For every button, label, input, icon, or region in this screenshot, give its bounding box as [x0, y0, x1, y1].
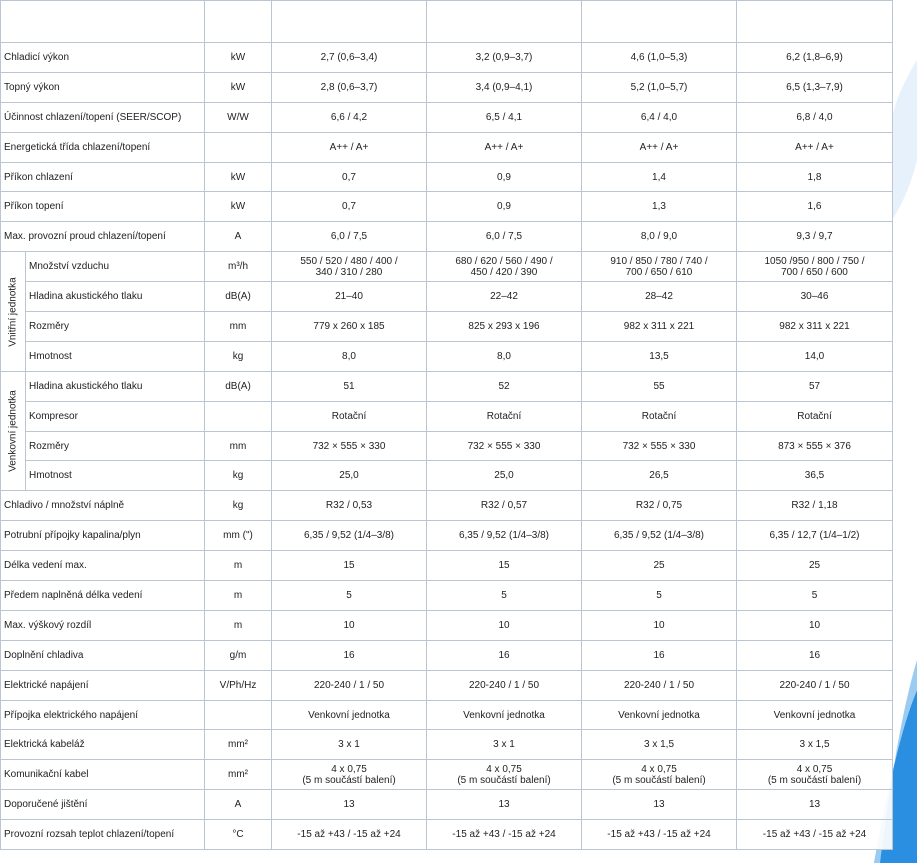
row-value: A++ / A+	[427, 132, 582, 162]
row-label: Potrubní přípojky kapalina/plyn	[1, 521, 205, 551]
row-value: 1,8	[737, 162, 893, 192]
row-unit: m	[205, 551, 272, 581]
row-value: 25,0	[427, 461, 582, 491]
row-value: 220-240 / 1 / 50	[582, 670, 737, 700]
row-value: 6,35 / 9,52 (1/4–3/8)	[582, 521, 737, 551]
row-value: 22–42	[427, 282, 582, 312]
row-unit: mm	[205, 312, 272, 342]
row-value: 5,2 (1,0–5,7)	[582, 72, 737, 102]
spec-row	[1, 491, 893, 521]
row-unit: kg	[205, 461, 272, 491]
row-unit: kW	[205, 72, 272, 102]
model-outdoor-3: GWH18AGD-K6DNA1D/O	[599, 21, 719, 33]
spec-row	[1, 610, 893, 640]
row-value: 55	[582, 371, 737, 401]
header-corner	[1, 1, 205, 43]
spec-row	[1, 312, 893, 342]
row-value-line: (5 m součástí balení)	[457, 774, 551, 786]
row-value: 25	[737, 551, 893, 581]
row-unit: kg	[205, 341, 272, 371]
row-value-line: 4 x 0,75	[331, 763, 367, 775]
header-unit-corner	[205, 1, 272, 43]
row-value: 10	[582, 610, 737, 640]
spec-row	[1, 521, 893, 551]
spec-row	[1, 102, 893, 132]
row-value: 2,7 (0,6–3,4)	[272, 43, 427, 73]
row-unit	[205, 401, 272, 431]
row-value: 6,6 / 4,2	[272, 102, 427, 132]
row-value-line: (5 m součástí balení)	[767, 774, 862, 786]
row-value: Rotační	[427, 401, 582, 431]
row-value: 21–40	[272, 282, 427, 312]
row-value: A++ / A+	[272, 132, 427, 162]
spec-row	[1, 640, 893, 670]
model-indoor-2: GWH12AGCXB-K6DNA1A/I	[440, 10, 568, 22]
row-value: 779 x 260 x 185	[272, 312, 427, 342]
row-value: 10	[427, 610, 582, 640]
row-label: Příkon chlazení	[1, 162, 205, 192]
model-indoor-4: GWH24AGD-K6DNA1C/I	[757, 10, 872, 22]
spec-row	[1, 371, 893, 401]
row-value: -15 až +43 / -15 až +24	[582, 820, 737, 850]
row-label: Předem naplněná délka vedení	[1, 581, 205, 611]
row-unit: mm²	[205, 730, 272, 760]
spec-table-body	[1, 43, 893, 850]
row-value: 6,4 / 4,0	[582, 102, 737, 132]
row-unit: dB(A)	[205, 282, 272, 312]
row-value: 6,35 / 9,52 (1/4–3/8)	[272, 521, 427, 551]
model-indoor-1: GWH09AGBXB-K6DNA1A/I	[285, 10, 413, 22]
row-value: R32 / 1,18	[737, 491, 893, 521]
spec-row	[1, 132, 893, 162]
spec-row	[1, 461, 893, 491]
spec-row	[1, 401, 893, 431]
row-unit: kW	[205, 162, 272, 192]
spec-row	[1, 551, 893, 581]
row-value	[737, 760, 893, 790]
row-value: 6,35 / 9,52 (1/4–3/8)	[427, 521, 582, 551]
row-unit: dB(A)	[205, 371, 272, 401]
row-value: 982 x 311 x 221	[737, 312, 893, 342]
row-value: -15 až +43 / -15 až +24	[427, 820, 582, 850]
model-indoor-3: GWH18AGD-K6DNA1D/I	[602, 10, 716, 22]
row-value: 15	[427, 551, 582, 581]
row-value: 13	[272, 790, 427, 820]
row-value-line: 550 / 520 / 480 / 400 /	[300, 255, 398, 267]
row-value: 52	[427, 371, 582, 401]
spec-row	[1, 700, 893, 730]
spec-row	[1, 192, 893, 222]
row-value: 0,9	[427, 192, 582, 222]
row-value: 36,5	[737, 461, 893, 491]
row-value: 1,4	[582, 162, 737, 192]
row-label: Příkon topení	[1, 192, 205, 222]
spec-row	[1, 431, 893, 461]
row-value: 13	[427, 790, 582, 820]
row-value: 5	[737, 581, 893, 611]
row-label: Délka vedení max.	[1, 551, 205, 581]
header-row	[1, 1, 893, 43]
row-value: Venkovní jednotka	[737, 700, 893, 730]
row-value: 16	[737, 640, 893, 670]
row-value: 220-240 / 1 / 50	[272, 670, 427, 700]
row-value: 26,5	[582, 461, 737, 491]
row-unit: mm	[205, 431, 272, 461]
row-value: 5	[272, 581, 427, 611]
row-value: Rotační	[582, 401, 737, 431]
spec-row	[1, 730, 893, 760]
row-value: 8,0 / 9,0	[582, 222, 737, 252]
row-label: Rozměry	[26, 312, 205, 342]
row-value: 13	[737, 790, 893, 820]
model-outdoor-4: GWH24AGD-K6DNA1C/O	[755, 21, 874, 33]
row-value: 10	[272, 610, 427, 640]
row-label: Chladicí výkon	[1, 43, 205, 73]
row-unit: m	[205, 581, 272, 611]
row-unit: A	[205, 790, 272, 820]
row-value: 4,6 (1,0–5,3)	[582, 43, 737, 73]
row-value: 25,0	[272, 461, 427, 491]
row-label: Elektrické napájení	[1, 670, 205, 700]
row-label: Chladivo / množství náplně	[1, 491, 205, 521]
spec-row	[1, 43, 893, 73]
row-label: Topný výkon	[1, 72, 205, 102]
row-value: 3 x 1	[272, 730, 427, 760]
row-label: Elektrická kabeláž	[1, 730, 205, 760]
row-value: 3 x 1,5	[737, 730, 893, 760]
row-value: R32 / 0,75	[582, 491, 737, 521]
row-label: Komunikační kabel	[1, 760, 205, 790]
row-value	[427, 252, 582, 282]
row-value: 0,7	[272, 162, 427, 192]
row-value: 220-240 / 1 / 50	[737, 670, 893, 700]
row-value: 25	[582, 551, 737, 581]
row-label: Kompresor	[26, 401, 205, 431]
row-value: 6,0 / 7,5	[272, 222, 427, 252]
model-header-4	[737, 1, 893, 43]
row-value: Venkovní jednotka	[582, 700, 737, 730]
row-value	[427, 760, 582, 790]
row-value: 16	[427, 640, 582, 670]
row-value: 6,8 / 4,0	[737, 102, 893, 132]
row-value: 9,3 / 9,7	[737, 222, 893, 252]
row-value	[737, 252, 893, 282]
row-label: Energetická třída chlazení/topení	[1, 132, 205, 162]
row-unit	[205, 132, 272, 162]
row-value: 5	[582, 581, 737, 611]
row-unit: mm (")	[205, 521, 272, 551]
row-value-line: 450 / 420 / 390	[470, 266, 538, 278]
row-value: 15	[272, 551, 427, 581]
row-value	[582, 760, 737, 790]
row-label: Hladina akustického tlaku	[26, 371, 205, 401]
row-value: 2,8 (0,6–3,7)	[272, 72, 427, 102]
row-value: 6,2 (1,8–6,9)	[737, 43, 893, 73]
row-value: 6,35 / 12,7 (1/4–1/2)	[737, 521, 893, 551]
row-value: 3 x 1	[427, 730, 582, 760]
row-value: 13,5	[582, 341, 737, 371]
row-value: Rotační	[272, 401, 427, 431]
row-value: 3 x 1,5	[582, 730, 737, 760]
row-value: 14,0	[737, 341, 893, 371]
row-value: R32 / 0,53	[272, 491, 427, 521]
row-value	[582, 252, 737, 282]
row-value: A++ / A+	[582, 132, 737, 162]
row-unit: m³/h	[205, 252, 272, 282]
row-label: Doplnění chladiva	[1, 640, 205, 670]
row-value: Rotační	[737, 401, 893, 431]
row-unit: V/Ph/Hz	[205, 670, 272, 700]
row-value: 5	[427, 581, 582, 611]
row-value: -15 až +43 / -15 až +24	[272, 820, 427, 850]
row-value: 6,0 / 7,5	[427, 222, 582, 252]
row-value: 0,7	[272, 192, 427, 222]
row-unit: mm²	[205, 760, 272, 790]
row-label: Hmotnost	[26, 341, 205, 371]
row-value-line: 4 x 0,75	[641, 763, 677, 775]
row-label: Doporučené jištění	[1, 790, 205, 820]
row-unit: W/W	[205, 102, 272, 132]
group-label-outdoor	[1, 371, 26, 491]
row-value: 13	[582, 790, 737, 820]
row-value-line: 700 / 650 / 610	[625, 266, 693, 278]
row-value-line: 1050 /950 / 800 / 750 /	[764, 255, 865, 267]
row-value	[272, 760, 427, 790]
row-value: 30–46	[737, 282, 893, 312]
row-value-line: 700 / 650 / 600	[781, 266, 848, 278]
row-value: 6,5 (1,3–7,9)	[737, 72, 893, 102]
row-value: 3,4 (0,9–4,1)	[427, 72, 582, 102]
row-value: 732 × 555 × 330	[272, 431, 427, 461]
spec-row	[1, 790, 893, 820]
row-value: A++ / A+	[737, 132, 893, 162]
model-outdoor-2: GWH12AGCXB-K6DNA1A/O	[437, 21, 571, 33]
row-unit: kW	[205, 43, 272, 73]
group-label-indoor	[1, 252, 26, 372]
row-value: 1,3	[582, 192, 737, 222]
model-header-2	[427, 1, 582, 43]
spec-row	[1, 222, 893, 252]
model-header-3	[582, 1, 737, 43]
row-label: Max. výškový rozdíl	[1, 610, 205, 640]
spec-row	[1, 760, 893, 790]
spec-row	[1, 252, 893, 282]
spec-row	[1, 282, 893, 312]
row-value-line: (5 m součástí balení)	[612, 774, 706, 786]
row-value: 825 x 293 x 196	[427, 312, 582, 342]
row-unit: A	[205, 222, 272, 252]
row-value: 3,2 (0,9–3,7)	[427, 43, 582, 73]
row-label: Účinnost chlazení/topení (SEER/SCOP)	[1, 102, 205, 132]
row-value: 8,0	[272, 341, 427, 371]
row-label: Přípojka elektrického napájení	[1, 700, 205, 730]
row-value-line: (5 m součástí balení)	[302, 774, 396, 786]
row-value-line: 4 x 0,75	[796, 763, 833, 775]
spec-row	[1, 162, 893, 192]
row-value: 732 × 555 × 330	[582, 431, 737, 461]
model-outdoor-1: GWH09AGBXB-K6DNA1A/O	[282, 21, 416, 33]
row-label: Množství vzduchu	[26, 252, 205, 282]
group-label-text: Vnitřní jednotka	[7, 276, 19, 347]
row-value: 57	[737, 371, 893, 401]
row-value-line: 4 x 0,75	[486, 763, 522, 775]
row-unit	[205, 700, 272, 730]
spec-row	[1, 72, 893, 102]
spec-row	[1, 581, 893, 611]
row-label: Max. provozní proud chlazení/topení	[1, 222, 205, 252]
row-value: 10	[737, 610, 893, 640]
row-value	[272, 252, 427, 282]
row-value: 16	[582, 640, 737, 670]
row-value: 28–42	[582, 282, 737, 312]
row-value: 6,5 / 4,1	[427, 102, 582, 132]
row-value-line: 340 / 310 / 280	[315, 266, 383, 278]
row-value: R32 / 0,57	[427, 491, 582, 521]
row-value: 220-240 / 1 / 50	[427, 670, 582, 700]
model-header-1	[272, 1, 427, 43]
group-label-text: Venkovní jednotka	[7, 390, 19, 472]
row-value: 732 × 555 × 330	[427, 431, 582, 461]
row-label: Rozměry	[26, 431, 205, 461]
row-unit: kg	[205, 491, 272, 521]
row-value: Venkovní jednotka	[272, 700, 427, 730]
row-unit: g/m	[205, 640, 272, 670]
spec-row	[1, 670, 893, 700]
row-value: -15 až +43 / -15 až +24	[737, 820, 893, 850]
row-value: 16	[272, 640, 427, 670]
row-value: 51	[272, 371, 427, 401]
row-value: 873 × 555 × 376	[737, 431, 893, 461]
row-label: Hmotnost	[26, 461, 205, 491]
row-value: 0,9	[427, 162, 582, 192]
row-value: Venkovní jednotka	[427, 700, 582, 730]
spec-row	[1, 820, 893, 850]
row-value-line: 910 / 850 / 780 / 740 /	[610, 255, 708, 267]
row-label: Provozní rozsah teplot chlazení/topení	[1, 820, 205, 850]
row-value: 982 x 311 x 221	[582, 312, 737, 342]
spec-row	[1, 341, 893, 371]
row-value-line: 680 / 620 / 560 / 490 /	[455, 255, 553, 267]
row-unit: kW	[205, 192, 272, 222]
row-value: 1,6	[737, 192, 893, 222]
row-label: Hladina akustického tlaku	[26, 282, 205, 312]
row-value: 8,0	[427, 341, 582, 371]
row-unit: °C	[205, 820, 272, 850]
row-unit: m	[205, 610, 272, 640]
